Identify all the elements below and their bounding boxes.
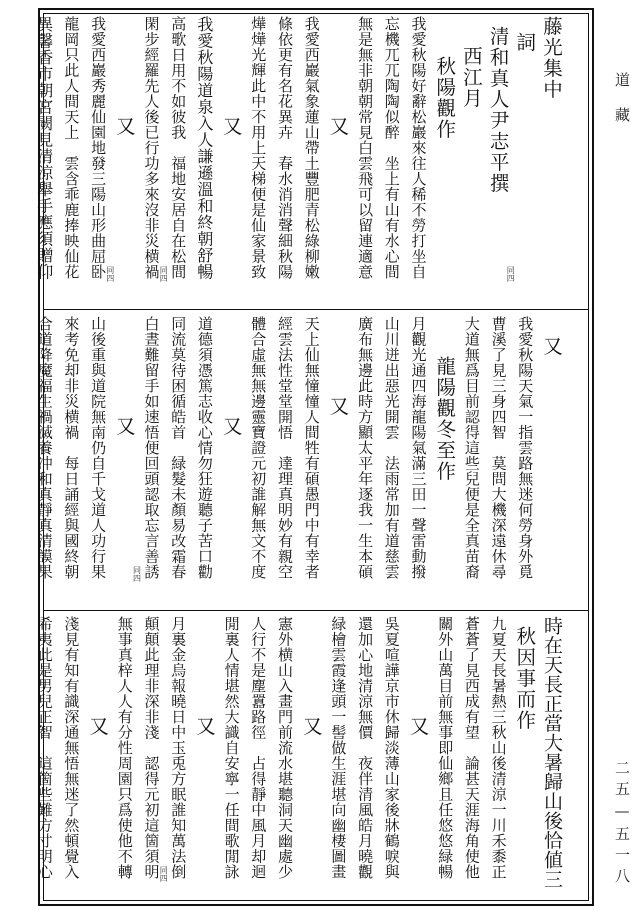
text-column: 淺見有知有識深通無悟無迷了然頓覺入 bbox=[62, 616, 81, 880]
text-column: 無事真梓人人有分性周園只爲使他不轉 bbox=[115, 616, 134, 880]
text-column: 蒼蒼了見西成有望 論甚天涯海角使他 bbox=[462, 616, 481, 880]
text-column: 山川迸出惡光開雲 法雨常加有道慈雲 bbox=[382, 316, 401, 580]
text-column: 條依更有名花異卉 春水消消聲細秋陽 bbox=[276, 16, 294, 280]
margin-label: 道藏 bbox=[613, 72, 631, 142]
text-column: 顛顛此理非深非淺 認得元初這箇須明 bbox=[142, 616, 161, 880]
text-column: 憲外横山入畫門前流水堪聽洞天幽處少 bbox=[276, 616, 294, 880]
small-note: 同四 bbox=[506, 266, 516, 282]
text-column: 白晝難留手如速悟便回頭認取忘言善誘 bbox=[142, 316, 161, 580]
text-column: 合道降魔福生禍滅養冲和真靜真清謨果 bbox=[35, 316, 54, 580]
text-column: 曹溪了見三身四智 莫問大機深遠休尋 bbox=[489, 316, 508, 580]
small-note: 同四 bbox=[105, 266, 115, 282]
text-column: 西江月 bbox=[459, 46, 483, 109]
text-column: 吳夏喧譁京市休歸淡薄山家後牀鶴唳與 bbox=[382, 616, 401, 880]
text-column: 道德須憑篤志收心情勿狂遊聽子苦口勸 bbox=[195, 316, 214, 580]
text-column: 我愛西巖秀麗仙園地發三陽山形曲屈卧 bbox=[89, 16, 108, 280]
text-column: 閑步經羅先人後已行功多來沒非災横禍 bbox=[142, 16, 161, 280]
text-column: 又 bbox=[299, 716, 323, 737]
text-column: 大道無爲目前認得這些兒便是全真苗裔 bbox=[462, 316, 481, 580]
text-column: 燁燁光輝此中不用上天梯便是仙家景致 bbox=[249, 16, 268, 280]
text-column: 忘機兀兀陶陶似醉 坐上有山有水心間 bbox=[382, 16, 401, 280]
text-column: 山後重與道院無南仍自千戈道人功行果 bbox=[89, 316, 108, 580]
text-column: 我愛西巖氣象蓮山帶土豐肥青松綠柳嫩 bbox=[302, 16, 321, 280]
text-column: 時在天長正當大暑歸山後恰値三 bbox=[541, 616, 563, 889]
text-column: 異馨香市朝宮闕見清涼舉手應須贈仰 bbox=[34, 16, 54, 280]
text-column: 清和真人尹志平撰 bbox=[486, 26, 510, 194]
text-column: 九夏天長暑熱三秋山後清涼一川禾黍正 bbox=[489, 616, 508, 880]
text-column: 又 bbox=[540, 336, 563, 357]
text-column: 秋陽觀作 bbox=[433, 56, 457, 140]
text-column: 高歌日用不如彼我 福地安居自在松間 bbox=[169, 16, 188, 280]
text-column: 藤光集中 bbox=[540, 16, 563, 100]
section-divider-1 bbox=[44, 309, 588, 310]
text-column: 無是無非朝朝常見白雲飛可以留連適意 bbox=[356, 16, 375, 280]
text-column: 又 bbox=[219, 116, 243, 137]
page-number: 二五—五一八 bbox=[613, 760, 631, 889]
text-column: 緑檜雲霞逢頭一髻做生涯堪向幽棲圖畫 bbox=[329, 616, 348, 880]
text-column: 希夷此是男兒正智 這箇些難方寸明心 bbox=[35, 616, 54, 880]
text-column: 又 bbox=[326, 116, 350, 137]
text-column: 廣布無邊此時方顯太平年逐我一生本碩 bbox=[356, 316, 375, 580]
text-column: 我愛秋陽天氣一指雲路無迷何勞身外覓 bbox=[516, 316, 535, 580]
text-column: 月裏金烏報曉日中玉兎方眠誰知萬法倒 bbox=[169, 616, 188, 880]
text-column: 我愛秋陽好辭松巖來往人稀不勞打坐自 bbox=[409, 16, 428, 280]
small-note: 同四 bbox=[159, 266, 169, 282]
text-column: 詞 bbox=[513, 32, 537, 53]
text-column: 又 bbox=[219, 416, 243, 437]
text-column: 又 bbox=[406, 716, 430, 737]
small-note: 同四 bbox=[132, 566, 142, 582]
text-column: 月觀光通四海龍陽氣滿三田一聲雷動撥 bbox=[409, 316, 428, 580]
text-column: 來考免却非災横禍 每日誦經與國終朝 bbox=[62, 316, 81, 580]
small-note: 同四 bbox=[159, 866, 169, 882]
text-column: 又 bbox=[112, 116, 136, 137]
text-column: 體合虛無無邊靈寶證元初誰解無文不度 bbox=[249, 316, 268, 580]
text-column: 秋因事而作 bbox=[513, 626, 537, 731]
text-column: 又 bbox=[192, 716, 216, 737]
text-column: 又 bbox=[112, 416, 136, 437]
text-column: 又 bbox=[326, 396, 350, 417]
text-column: 經雲法性堂堂開悟 達理真明妙有親空 bbox=[276, 316, 294, 580]
text-column: 龍陽觀冬至作 bbox=[433, 356, 457, 482]
text-column: 我愛秋陽道泉入人謙遜溫和終朝舒暢 bbox=[194, 16, 214, 280]
section-divider-2 bbox=[44, 610, 588, 611]
text-column: 人行不是塵囂路徑 占得靜中風月却迴 bbox=[249, 616, 268, 880]
text-column: 關外山萬目前無事即仙鄉且任悠悠緑暢 bbox=[436, 616, 455, 880]
text-column: 閒裏人情堪然大識自安寧一任間歌閒詠 bbox=[222, 616, 241, 880]
text-column: 天上仙無憧憧人間牲有碩愚門中有幸者 bbox=[302, 316, 321, 580]
text-column: 龍岡只此人間天上 雲含乖鹿捧映仙花 bbox=[62, 16, 81, 280]
text-column: 又 bbox=[86, 716, 110, 737]
text-column: 同流莫待困循皓首 緑髮未顏易改霜春 bbox=[169, 316, 188, 580]
text-column: 還加心地清涼無價 夜伴清風皓月曉觀 bbox=[356, 616, 375, 880]
